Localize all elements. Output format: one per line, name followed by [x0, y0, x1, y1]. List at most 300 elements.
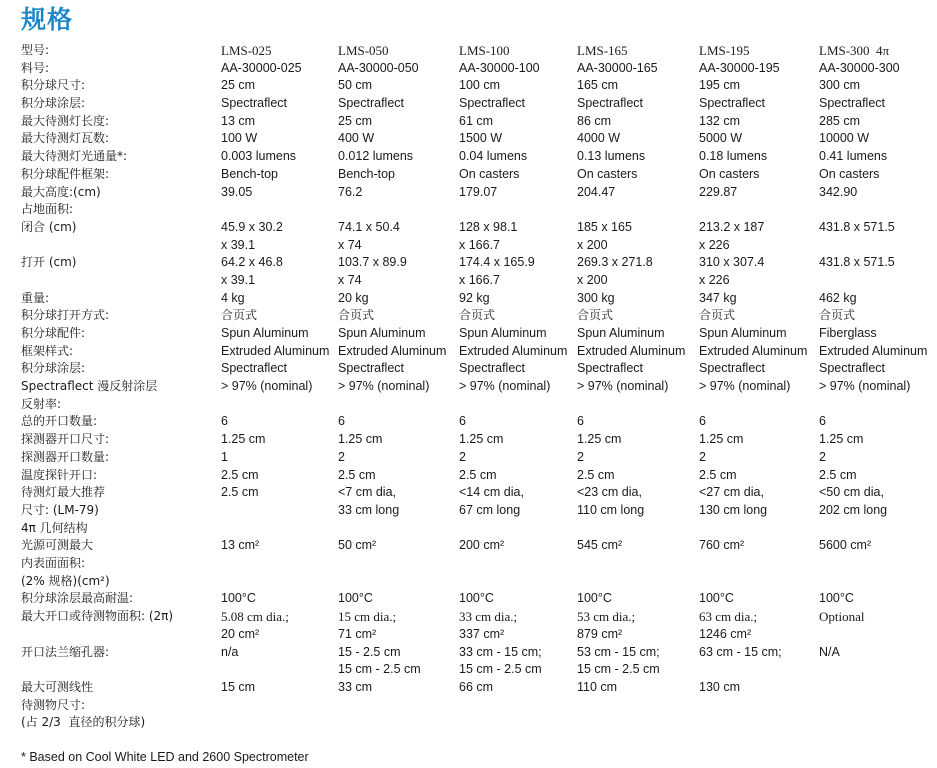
spec-value	[221, 449, 228, 467]
spec-value	[819, 219, 895, 237]
cell-line: 开口法兰缩孔器:	[21, 644, 110, 659]
cell-line: Spun Aluminum	[459, 326, 547, 341]
cell-line: 积分球打开方式:	[21, 308, 110, 323]
spec-row-label	[21, 254, 76, 272]
spec-row-label	[21, 113, 109, 131]
spec-value	[459, 484, 524, 519]
spec-value	[577, 166, 637, 184]
cell-line: Extruded Aluminum	[338, 343, 447, 358]
cell-line: 33 cm	[338, 679, 373, 694]
cell-line: 光源可测最大	[21, 538, 94, 553]
cell-line: 探测器开口数量:	[21, 449, 110, 464]
cell-line: 92 kg	[459, 290, 490, 305]
spec-row	[21, 77, 931, 95]
cell-line: LMS-195	[699, 43, 750, 58]
spec-row-label	[21, 201, 73, 219]
spec-row	[21, 537, 931, 590]
spec-value	[577, 608, 635, 643]
cell-line: AA-30000-100	[459, 60, 540, 75]
spec-value	[338, 166, 395, 184]
cell-line: n/a	[221, 644, 239, 659]
spec-value	[338, 148, 413, 166]
spec-table	[21, 42, 931, 732]
cell-line: 合页式	[699, 308, 736, 323]
cell-line: 879 cm²	[577, 626, 623, 641]
cell-line: N/A	[819, 644, 840, 659]
spec-row-label	[21, 290, 49, 308]
spec-row	[21, 184, 931, 202]
cell-line: 1246 cm²	[699, 626, 752, 641]
cell-line: 20 cm²	[221, 626, 260, 641]
cell-line: 185 x 165	[577, 219, 632, 234]
spec-value	[459, 290, 490, 308]
spec-value	[577, 431, 621, 449]
spec-value	[221, 325, 309, 343]
spec-value	[459, 679, 493, 697]
spec-value	[221, 679, 255, 697]
spec-row-label	[21, 307, 109, 325]
spec-value	[338, 590, 373, 608]
cell-line: 64.2 x 46.8	[221, 255, 283, 270]
cell-line: 1.25 cm	[699, 432, 744, 447]
spec-value	[221, 148, 296, 166]
spec-row-label	[21, 95, 85, 113]
cell-line: 45.9 x 30.2	[221, 219, 283, 234]
cell-line: 53 cm - 15 cm;	[577, 644, 660, 659]
spec-row-label	[21, 325, 85, 343]
cell-line: 温度探针开口:	[21, 467, 98, 482]
spec-value	[699, 360, 765, 378]
spec-row	[21, 413, 931, 431]
cell-line: 15 cm - 2.5 cm	[338, 662, 421, 677]
cell-line: 2	[459, 449, 466, 464]
cell-line: Spun Aluminum	[699, 326, 787, 341]
spec-value	[221, 130, 257, 148]
spec-value	[699, 467, 737, 485]
cell-line: 2	[338, 449, 345, 464]
cell-line: On casters	[577, 166, 638, 181]
spec-value	[459, 644, 542, 679]
spec-value	[221, 590, 256, 608]
spec-row	[21, 42, 931, 60]
cell-line: 2.5 cm	[819, 467, 857, 482]
spec-value	[221, 166, 278, 184]
cell-line: 尺寸: (LM-79)	[21, 502, 99, 517]
cell-line: <14 cm dia,	[459, 485, 524, 500]
cell-line: 13 cm²	[221, 538, 260, 553]
cell-line: 重量:	[21, 290, 50, 305]
spec-value	[819, 608, 865, 626]
cell-line: 积分球涂层最高耐温:	[21, 591, 134, 606]
cell-line: 待测物尺寸:	[21, 697, 86, 712]
spec-row	[21, 644, 931, 679]
cell-line: 15 cm - 2.5 cm	[459, 662, 542, 677]
spec-value	[338, 113, 372, 131]
spec-value	[338, 360, 404, 378]
cell-line: 0.012 lumens	[338, 149, 414, 164]
cell-line: Spun Aluminum	[338, 326, 426, 341]
cell-line: 1.25 cm	[819, 432, 864, 447]
cell-line: Bench-top	[338, 166, 395, 181]
cell-line: 6	[577, 414, 584, 429]
spec-row	[21, 60, 931, 78]
cell-line: 内表面面积:	[21, 556, 86, 571]
cell-line: x 166.7	[459, 272, 501, 287]
cell-line: 型号:	[21, 43, 50, 57]
cell-line: AA-30000-165	[577, 60, 658, 75]
cell-line: 165 cm	[577, 78, 618, 93]
spec-row	[21, 201, 931, 219]
cell-line: Bench-top	[221, 166, 278, 181]
cell-line: x 200	[577, 237, 608, 252]
cell-line: 积分球涂层:	[21, 96, 86, 111]
spec-value	[699, 590, 734, 608]
spec-value	[338, 449, 345, 467]
cell-line: 最大开口或待测物面积: (2π)	[21, 609, 174, 624]
cell-line: On casters	[459, 166, 520, 181]
cell-line: Spectraflect	[459, 96, 526, 111]
spec-row-label	[21, 77, 85, 95]
spec-value	[699, 325, 787, 343]
cell-line: 15 - 2.5 cm	[338, 644, 401, 659]
cell-line: 200 cm²	[459, 538, 505, 553]
spec-value	[577, 343, 685, 361]
spec-value	[699, 307, 735, 325]
spec-value	[819, 184, 857, 202]
cell-line: 431.8 x 571.5	[819, 255, 895, 270]
spec-row	[21, 113, 931, 131]
cell-line: 61 cm	[459, 113, 494, 128]
cell-line: 积分球涂层:	[21, 361, 86, 376]
cell-line: x 74	[338, 237, 362, 252]
spec-value	[221, 431, 265, 449]
spec-value	[819, 325, 877, 343]
spec-value	[819, 95, 885, 113]
spec-value	[338, 184, 362, 202]
spec-value	[819, 343, 927, 361]
cell-line: 2	[577, 449, 584, 464]
cell-line: 占地面积:	[21, 202, 74, 217]
cell-line: 342.90	[819, 184, 858, 199]
cell-line: 39.05	[221, 184, 253, 199]
spec-value	[699, 113, 740, 131]
spec-value	[699, 219, 764, 254]
spec-value	[459, 184, 497, 202]
cell-line: 最大待测灯长度:	[21, 113, 110, 128]
spec-value	[819, 467, 857, 485]
spec-value	[221, 343, 329, 361]
spec-value	[338, 130, 374, 148]
spec-value	[338, 413, 345, 431]
cell-line: Optional	[819, 609, 865, 625]
cell-line: Spectraflect	[221, 361, 288, 376]
cell-line: 86 cm	[577, 113, 612, 128]
spec-value	[819, 431, 863, 449]
cell-line: 框架样式:	[21, 343, 74, 358]
cell-line: 1.25 cm	[221, 432, 266, 447]
spec-value	[699, 378, 790, 396]
spec-value	[221, 378, 312, 396]
cell-line: 71 cm²	[338, 626, 377, 641]
cell-line: > 97% (nominal)	[338, 379, 430, 394]
cell-line: (2% 规格)(cm²)	[21, 573, 110, 588]
spec-value	[338, 467, 376, 485]
cell-line: 2.5 cm	[699, 467, 737, 482]
spec-row-label	[21, 378, 157, 413]
cell-line: 5000 W	[699, 131, 743, 146]
spec-row	[21, 449, 931, 467]
spec-value	[699, 95, 765, 113]
spec-row	[21, 467, 931, 485]
spec-value	[338, 484, 399, 519]
spec-value	[459, 467, 497, 485]
cell-line: 100°C	[819, 591, 854, 606]
cell-line: 总的开口数量:	[21, 414, 98, 429]
spec-value	[577, 679, 617, 697]
spec-row-label	[21, 449, 109, 467]
cell-line: 积分球配件框架:	[21, 166, 110, 181]
cell-line: 110 cm long	[577, 502, 645, 517]
cell-line: x 200	[577, 272, 608, 287]
cell-line: AA-30000-025	[221, 60, 302, 75]
cell-line: x 39.1	[221, 272, 256, 287]
spec-value	[459, 307, 495, 325]
spec-value	[699, 431, 743, 449]
cell-line: 130 cm long	[699, 502, 768, 517]
cell-line: 5.08 cm dia.;	[221, 609, 289, 625]
cell-line: Spectraflect	[459, 361, 526, 376]
spec-value	[338, 378, 429, 396]
cell-line: 76.2	[338, 184, 363, 199]
cell-line: AA-30000-050	[338, 60, 419, 75]
spec-row-label	[21, 360, 85, 378]
cell-line: > 97% (nominal)	[819, 379, 911, 394]
spec-value	[577, 184, 615, 202]
spec-value	[819, 60, 900, 78]
spec-value	[577, 537, 622, 555]
cell-line: 0.13 lumens	[577, 149, 646, 164]
spec-value	[819, 449, 826, 467]
spec-row-label	[21, 431, 109, 449]
spec-value	[577, 413, 584, 431]
spec-value	[459, 431, 503, 449]
cell-line: 0.04 lumens	[459, 149, 528, 164]
cell-line: 2.5 cm	[221, 467, 259, 482]
spec-value	[699, 290, 737, 308]
spec-value	[459, 95, 525, 113]
cell-line: 15 cm dia.;	[338, 609, 397, 625]
cell-line: 10000 W	[819, 131, 870, 146]
cell-line: On casters	[699, 166, 760, 181]
cell-line: 100°C	[459, 591, 494, 606]
spec-value	[577, 254, 653, 289]
cell-line: 100 W	[221, 131, 258, 146]
spec-value	[577, 77, 618, 95]
cell-line: 25 cm	[338, 113, 373, 128]
cell-line: 最大可测线性	[21, 679, 94, 694]
cell-line: 合页式	[459, 308, 496, 323]
spec-value	[819, 484, 887, 519]
cell-line: 300 cm	[819, 78, 860, 93]
spec-value	[459, 537, 504, 555]
spec-value	[221, 95, 287, 113]
spec-value	[338, 608, 396, 643]
cell-line: 74.1 x 50.4	[338, 219, 400, 234]
cell-line: 1.25 cm	[459, 432, 504, 447]
spec-value	[221, 290, 245, 308]
spec-value	[699, 130, 742, 148]
cell-line: LMS-100	[459, 43, 510, 58]
spec-value	[699, 148, 767, 166]
spec-row	[21, 608, 931, 643]
spec-value	[819, 130, 869, 148]
spec-value	[577, 360, 643, 378]
spec-value	[338, 307, 374, 325]
cell-line: 269.3 x 271.8	[577, 255, 653, 270]
cell-line: 50 cm	[338, 78, 373, 93]
cell-line: 4 kg	[221, 290, 245, 305]
spec-value	[221, 113, 255, 131]
spec-value	[819, 537, 871, 555]
cell-line: 213.2 x 187	[699, 219, 765, 234]
spec-value	[577, 148, 645, 166]
spec-value	[459, 360, 525, 378]
spec-row-label	[21, 537, 110, 590]
spec-value	[819, 290, 857, 308]
spec-value	[819, 307, 855, 325]
spec-value	[221, 254, 283, 289]
spec-value	[459, 590, 494, 608]
cell-line: 174.4 x 165.9	[459, 255, 535, 270]
spec-value	[819, 166, 879, 184]
spec-value	[338, 325, 426, 343]
cell-line: Spectraflect	[338, 96, 405, 111]
spec-value	[819, 590, 854, 608]
spec-value	[819, 77, 860, 95]
cell-line: 337 cm²	[459, 626, 505, 641]
spec-value	[577, 130, 620, 148]
cell-line: 6	[338, 414, 345, 429]
spec-row	[21, 378, 931, 413]
cell-line: 4000 W	[577, 131, 621, 146]
spec-value	[338, 219, 400, 254]
cell-line: <23 cm dia,	[577, 485, 642, 500]
cell-line: LMS-300 4π	[819, 43, 890, 58]
cell-line: Spectraflect	[577, 96, 644, 111]
cell-line: 25 cm	[221, 78, 256, 93]
spec-value	[221, 307, 257, 325]
cell-line: 300 kg	[577, 290, 615, 305]
cell-line: x 39.1	[221, 237, 256, 252]
cell-line: 2.5 cm	[338, 467, 376, 482]
cell-line: 67 cm long	[459, 502, 521, 517]
spec-value	[459, 608, 517, 643]
spec-value	[338, 60, 419, 78]
cell-line: 100 cm	[459, 78, 500, 93]
cell-line: Extruded Aluminum	[819, 343, 928, 358]
spec-row-label	[21, 590, 133, 608]
spec-row	[21, 166, 931, 184]
cell-line: 400 W	[338, 131, 375, 146]
cell-line: 110 cm	[577, 679, 618, 694]
cell-line: > 97% (nominal)	[577, 379, 669, 394]
spec-value	[338, 254, 407, 289]
spec-row	[21, 307, 931, 325]
cell-line: Spectraflect	[699, 96, 766, 111]
spec-value	[338, 537, 376, 555]
spec-value	[221, 42, 272, 60]
footnote: * Based on Cool White LED and 2600 Spectrometer	[21, 750, 309, 764]
cell-line: 积分球配件:	[21, 326, 86, 341]
spec-value	[819, 42, 889, 60]
spec-value	[459, 130, 502, 148]
cell-line: Spectraflect	[577, 361, 644, 376]
spec-value	[338, 679, 372, 697]
cell-line: 50 cm²	[338, 538, 377, 553]
cell-line: 打开 (cm)	[21, 255, 77, 270]
spec-row	[21, 95, 931, 113]
cell-line: 15 cm	[221, 679, 256, 694]
spec-row	[21, 130, 931, 148]
spec-value	[221, 77, 255, 95]
spec-value	[338, 42, 389, 60]
cell-line: 100°C	[221, 591, 256, 606]
cell-line: Extruded Aluminum	[577, 343, 686, 358]
spec-value	[459, 378, 550, 396]
cell-line: 最大待测灯瓦数:	[21, 131, 110, 146]
cell-line: 63 cm dia.;	[699, 609, 758, 625]
spec-value	[699, 184, 737, 202]
cell-line: x 166.7	[459, 237, 501, 252]
spec-value	[819, 113, 860, 131]
cell-line: 合页式	[338, 308, 375, 323]
spec-row-label	[21, 166, 109, 184]
cell-line: x 74	[338, 272, 362, 287]
cell-line: 760 cm²	[699, 538, 745, 553]
spec-value	[221, 608, 289, 643]
cell-line: > 97% (nominal)	[221, 379, 313, 394]
spec-value	[577, 325, 665, 343]
spec-row-label	[21, 413, 97, 431]
spec-row-label	[21, 60, 49, 78]
spec-value	[699, 537, 744, 555]
cell-line: Spectraflect	[819, 361, 886, 376]
cell-line: LMS-165	[577, 43, 628, 58]
cell-line: 229.87	[699, 184, 738, 199]
cell-line: 0.003 lumens	[221, 149, 297, 164]
spec-value	[699, 254, 764, 289]
spec-value	[699, 42, 750, 60]
cell-line: Spun Aluminum	[221, 326, 309, 341]
spec-row	[21, 290, 931, 308]
cell-line: 探测器开口尺寸:	[21, 432, 110, 447]
cell-line: > 97% (nominal)	[459, 379, 551, 394]
cell-line: LMS-025	[221, 43, 272, 58]
spec-value	[459, 148, 527, 166]
spec-value	[221, 484, 259, 502]
cell-line: 100°C	[699, 591, 734, 606]
cell-line: Extruded Aluminum	[221, 343, 330, 358]
cell-line: 合页式	[221, 308, 258, 323]
spec-value	[459, 254, 535, 289]
cell-line: 545 cm²	[577, 538, 623, 553]
spec-row-label	[21, 130, 109, 148]
cell-line: x 226	[699, 272, 730, 287]
page-title: 规格	[21, 5, 74, 34]
spec-row	[21, 360, 931, 378]
spec-value	[699, 484, 767, 519]
spec-value	[459, 42, 510, 60]
